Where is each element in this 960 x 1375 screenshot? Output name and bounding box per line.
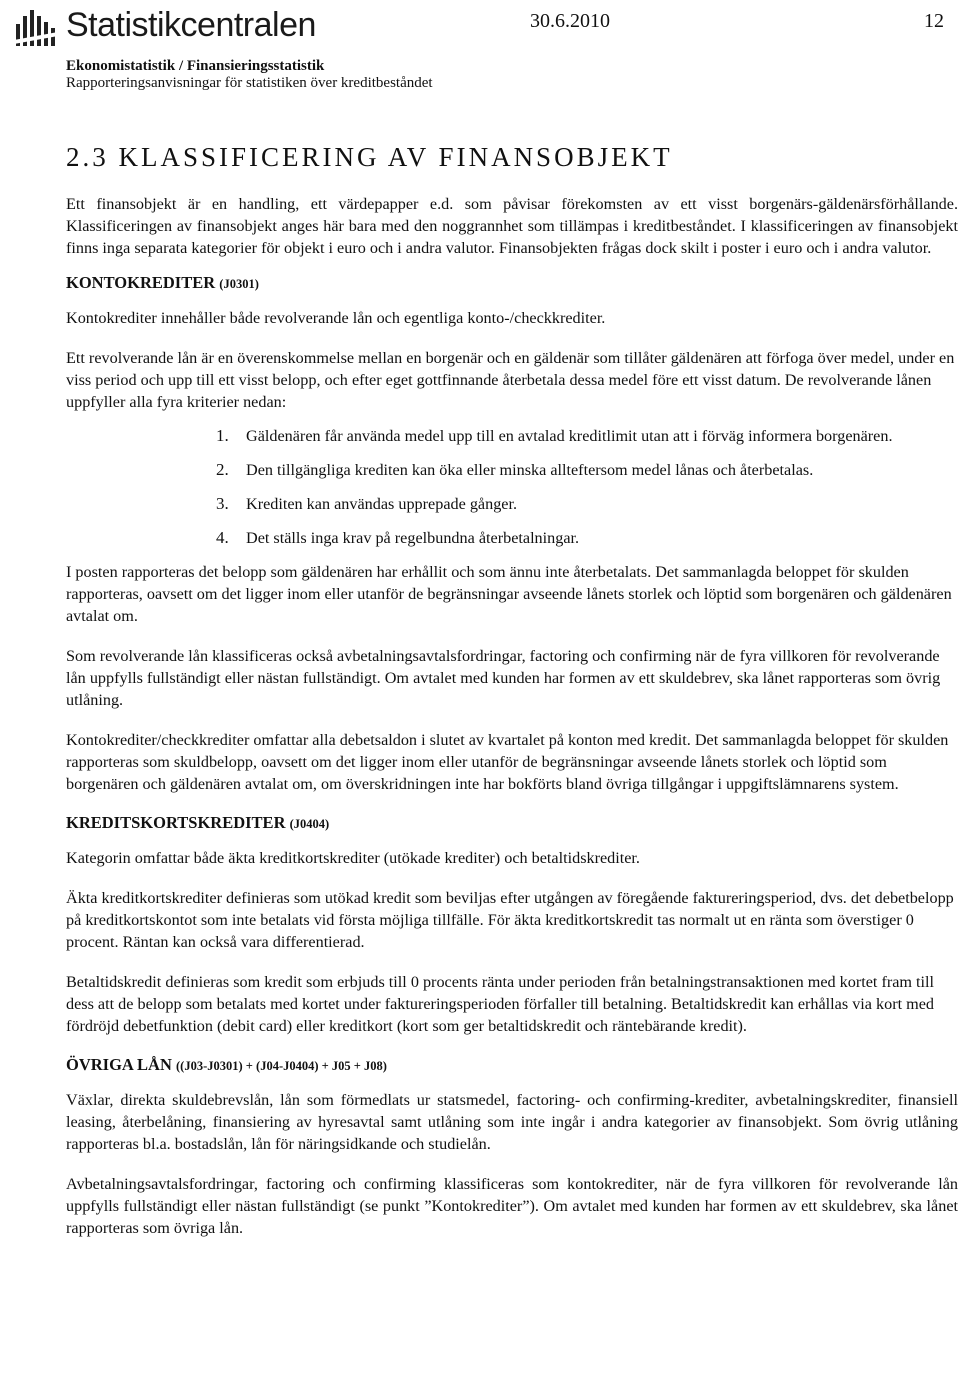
kontokrediter-paragraph-4: Som revolverande lån klassificeras också avbetalningsavtalsfordringar, factoring och confirming när de fyra villkoren för revolverande lån uppfylls fullständigt eller nästan fullständigt. Om avtalet med kunden har formen av ett skuldebrev, ska lånet rapporteras som övrig utlåning. (66, 647, 941, 709)
logo-text: Statistikcentralen (66, 6, 316, 44)
kreditkort-paragraph-2: Äkta kreditkortskrediter definieras som utökad kredit som beviljas efter utgången av föregående faktureringsperiod, dvs. det debetbelopp på kreditkortskontot som inte betalats vid första möjliga tillfälle. För äkta kreditkortskredit tas normalt ut en ränta som överstiger 0 procent. Räntan kan också vara differentierad. (66, 889, 954, 951)
kontokrediter-paragraph-3: I posten rapporteras det belopp som gäldenären har erhållit och som ännu inte återbetalats. Det sammanlagda beloppet för skulden rapporteras, oavsett om det ligger inom eller utanför de begränsningar avseende lånets storlek och löptid som borgenären och gäldenären avtalat om. (66, 563, 952, 625)
ovriga-paragraph-1: Växlar, direkta skuldebrevslån, lån som förmedlats ur statsmedel, factoring- och confirming-krediter, avbetalningskrediter, finansiell leasing, återbelåning, finansiering av hyresavtal samt utlåning som inte ingår i andra kategorier av finansobjekt. Som övrig utlåning rapporteras bl.a. bostadslån, lån för näringsidkande och studielån. (66, 1091, 958, 1153)
kreditkort-paragraph-1: Kategorin omfattar både äkta kreditkortskrediter (utökade krediter) och betaltidskrediter. (66, 849, 640, 867)
header-department: Ekonomistatistik / Finansieringsstatistik (66, 58, 325, 74)
page-header (14, 4, 946, 91)
intro-paragraph: Ett finansobjekt är en handling, ett värdepapper e.d. som påvisar förekomsten av ett visst borgenärs-gäldenärsförhållande. Klassificeringen av finansobjekt anges här bara med den noggrannhet som tillämpas i kreditbeståndet. I klassificeringen av finansobjekt finns inga separata kategorier för objekt i euro och i andra valutor. Finansobjekten frågas dock skilt i poster i euro och i andra valutor. (66, 195, 958, 257)
kontokrediter-title: KONTOKREDITER (66, 273, 216, 292)
statistikcentralen-logo-icon (14, 6, 58, 50)
kreditkort-code: (J0404) (289, 817, 330, 831)
kreditkort-paragraph-3: Betaltidskredit definieras som kredit som erbjuds till 0 procents ränta under perioden från betalningstransaktionen med kortet fram till dess att de belopp som betalats med kortet under faktureringsperioden förfaller till betalning. Betaltidskredit kan erhållas via kort med fördröjd debetfunktion (debit card) eller kreditkort (kort som ger betaltidskredit och räntebärande kredit). (66, 973, 935, 1035)
list-item: 3. Krediten kan användas upprepade gånger. (216, 494, 518, 513)
ovriga-paragraph-2: Avbetalningsavtalsfordringar, factoring och confirming klassificeras som kontokrediter, när de fyra villkoren för revolverande lån uppfylls fullständigt eller nästan fullständigt (se punkt ”Kontokrediter”). Om avtalet med kunden har formen av ett skuldebrev, ska lånet rapporteras som övriga lån. (66, 1175, 958, 1237)
kontokrediter-paragraph-2: Ett revolverande lån är en överenskommelse mellan en borgenär och en gäldenär som tillåter gäldenären att förfoga över medel, under en viss period och upp till ett visst belopp, och efter eget gottfinnande återbetala dessa medel före ett visst datum. De revolverande lånen uppfyller alla fyra kriterier nedan: (66, 349, 955, 411)
kontokrediter-heading (66, 273, 958, 293)
list-item: 1. Gäldenären får använda medel upp till en avtalad kreditlimit utan att i förväg informera borgenären. (216, 426, 893, 445)
kontokrediter-paragraph-5: Kontokrediter/checkkrediter omfattar alla debetsaldon i slutet av kvartalet på konton med kredit. Det sammanlagda beloppet för skulden rapporteras som skuldbelopp, oavsett om det ligger inom eller utanför de begränsningar avseende lånets storlek och löptid som borgenären och gäldenären avtalat om, om överskridningen inte har bokförts bland övriga tillgångar i uppgiftslämnarens system. (66, 731, 949, 793)
page-number: 12 (924, 10, 944, 32)
header-subtitle: Rapporteringsanvisningar för statistiken över kreditbeståndet (66, 75, 433, 91)
ovriga-code: ((J03-J0301) + (J04-J0404) + J05 + J08) (176, 1059, 387, 1073)
kontokrediter-paragraph-1: Kontokrediter innehåller både revolverande lån och egentliga konto-/checkkrediter. (66, 309, 606, 327)
ovriga-heading (66, 1055, 958, 1075)
document-body (66, 142, 958, 1239)
list-item: 4. Det ställs inga krav på regelbundna återbetalningar. (216, 528, 580, 547)
header-date: 30.6.2010 (530, 10, 610, 32)
ovriga-title: ÖVRIGA LÅN (66, 1055, 172, 1074)
kontokrediter-code: (J0301) (219, 277, 259, 291)
section-heading: 2.3 KLASSIFICERING AV FINANSOBJEKT (66, 142, 673, 172)
kreditkort-heading (66, 813, 958, 833)
kreditkort-title: KREDITSKORTSKREDITER (66, 813, 286, 832)
criteria-list (66, 425, 958, 549)
list-item: 2. Den tillgängliga krediten kan öka eller minska allteftersom medel lånas och återbetalas. (216, 460, 814, 479)
